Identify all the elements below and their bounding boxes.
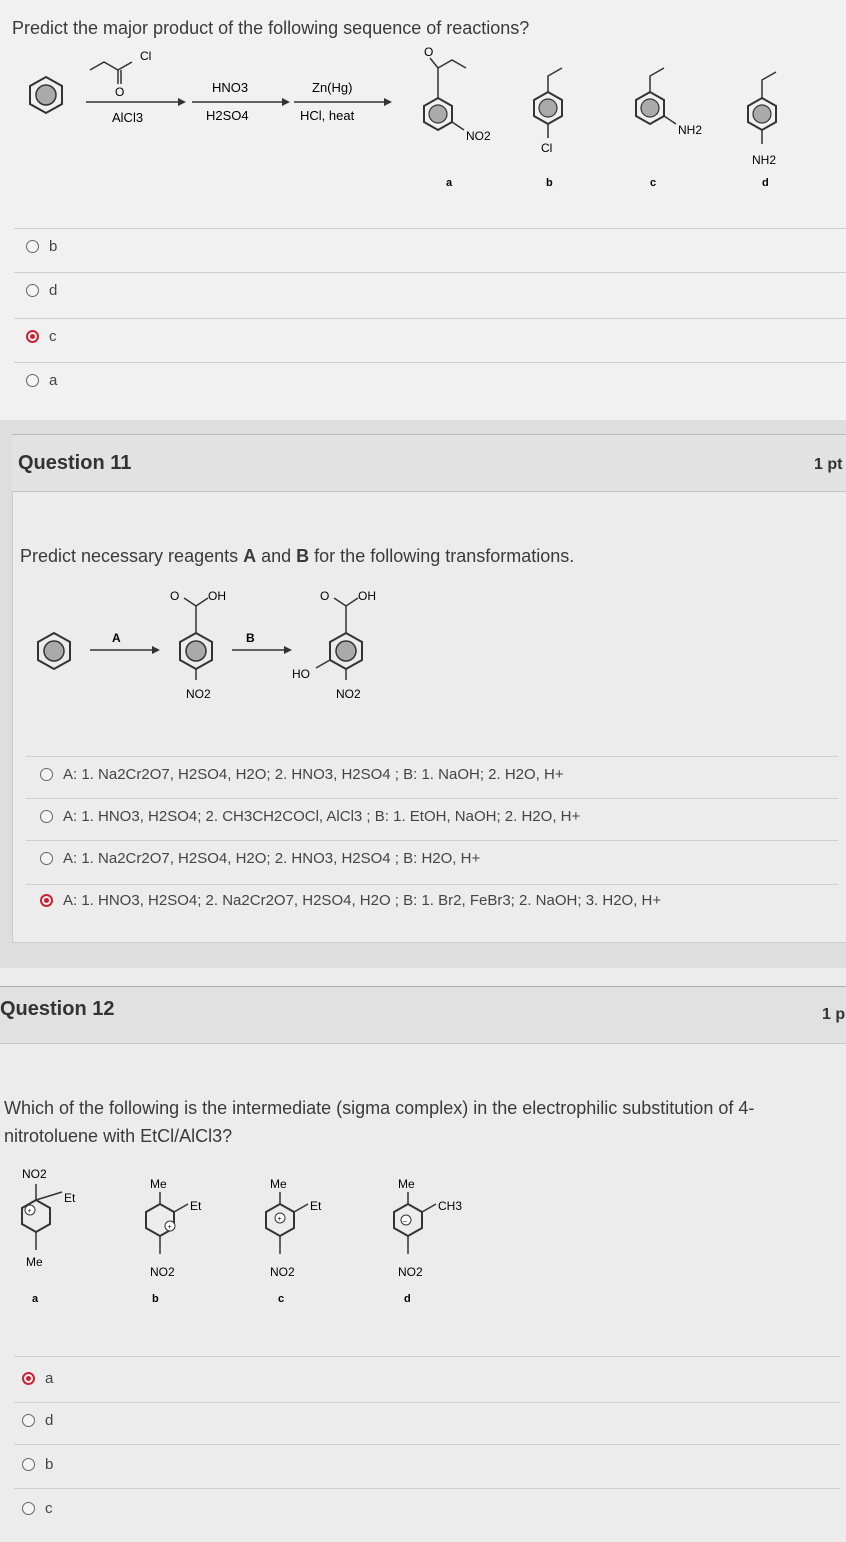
reagent-h2so4: H2SO4 [206, 108, 249, 123]
radio-button[interactable] [26, 374, 39, 387]
hydroxy-nitrobenzoic-acid-structure [292, 589, 376, 701]
q12-option-a-label: a [45, 1370, 54, 1387]
q12-option-a[interactable] [22, 1370, 53, 1387]
sigma-complex-b [146, 1177, 202, 1305]
q12-title: Question 12 [0, 998, 115, 1020]
svg-text:–: – [403, 1218, 407, 1225]
oh-label: OH [208, 589, 226, 603]
q11-option-4[interactable] [40, 892, 661, 909]
no2-label: NO2 [186, 687, 211, 701]
svg-text:+: + [27, 1208, 32, 1215]
q11-option-2[interactable] [40, 808, 580, 825]
radio-button-selected[interactable] [26, 330, 39, 343]
radio-button[interactable] [40, 768, 53, 781]
product-a-label: a [446, 177, 453, 189]
svg-text:c: c [278, 1293, 285, 1305]
sigma-complex-a [22, 1167, 76, 1305]
q11-option-4-text: A: 1. HNO3, H2SO4; 2. Na2Cr2O7, H2SO4, H2O ; B: 1. Br2, FeBr3; 2. NaOH; 3. H2O, H+ [63, 892, 662, 909]
radio-button-selected[interactable] [40, 894, 53, 907]
q11-title: Question 11 [18, 452, 132, 474]
q11-option-1[interactable] [40, 766, 564, 783]
q11-option-1-text: A: 1. Na2Cr2O7, H2SO4, H2O; 2. HNO3, H2SO4 ; B: 1. NaOH; 2. H2O, H+ [63, 766, 564, 783]
product-d-nh2: NH2 [752, 153, 777, 167]
ho-label: HO [292, 667, 310, 681]
product-d-label: d [762, 177, 769, 189]
q10-reaction-scheme [0, 40, 846, 200]
q10-option-a-label: a [49, 372, 58, 389]
q12-option-b-label: b [45, 1456, 54, 1473]
product-b-structure [534, 68, 562, 189]
nitrobenzoic-acid-structure [170, 589, 226, 701]
svg-text:Et: Et [190, 1199, 202, 1213]
product-b-label: b [546, 177, 553, 189]
svg-text:+: + [167, 1224, 172, 1231]
q12-prompt-line2: nitrotoluene with EtCl/AlCl3? [4, 1126, 233, 1146]
no2-label: NO2 [336, 687, 361, 701]
sigma-complex-c [266, 1177, 322, 1305]
svg-text:O: O [320, 589, 330, 603]
product-a-o-label: O [424, 45, 434, 59]
svg-text:a: a [32, 1293, 39, 1305]
q10-option-c[interactable] [26, 328, 57, 345]
q11-prompt: Predict necessary reagents A and B for the following transformations. [20, 546, 575, 566]
q11-header [12, 434, 846, 492]
svg-text:b: b [152, 1293, 159, 1305]
arrow-a-label: A [112, 631, 121, 645]
q11-points: 1 pt [814, 456, 843, 473]
benzene-structure [38, 633, 70, 669]
radio-button[interactable] [40, 852, 53, 865]
oh-label: OH [358, 589, 376, 603]
q12-option-c[interactable] [22, 1500, 53, 1517]
q12-prompt-line1: Which of the following is the intermediate (sigma complex) in the electrophilic substitution of 4- [4, 1098, 755, 1118]
product-a-structure [424, 45, 491, 189]
svg-text:O: O [170, 589, 180, 603]
q11-option-3-text: A: 1. Na2Cr2O7, H2SO4, H2O; 2. HNO3, H2SO4 ; B: H2O, H+ [63, 850, 481, 867]
svg-text:Me: Me [270, 1177, 287, 1191]
reagent-hno3: HNO3 [212, 80, 249, 95]
propanoyl-chloride-structure [90, 49, 151, 99]
svg-text:CH3: CH3 [438, 1199, 463, 1213]
q11-option-3[interactable] [40, 850, 480, 867]
product-c-structure [636, 68, 702, 189]
svg-text:Et: Et [310, 1199, 322, 1213]
q10-option-b-label: b [49, 238, 58, 255]
reagent-zn-hg: Zn(Hg) [312, 80, 353, 95]
radio-button[interactable] [26, 240, 39, 253]
q10-option-b[interactable] [26, 238, 57, 255]
radio-button[interactable] [22, 1502, 35, 1515]
q12-option-d[interactable] [22, 1412, 53, 1429]
svg-text:NO2: NO2 [150, 1265, 175, 1279]
q11-reaction-scheme [0, 580, 846, 710]
acyl-o-label: O [115, 85, 125, 99]
product-c-nh2: NH2 [678, 123, 703, 137]
svg-text:NO2: NO2 [22, 1167, 47, 1181]
radio-button[interactable] [22, 1414, 35, 1427]
q12-option-b[interactable] [22, 1456, 53, 1473]
product-b-cl: Cl [541, 141, 553, 155]
svg-text:NO2: NO2 [270, 1265, 295, 1279]
q12-sigma-complex-structures [0, 1160, 846, 1320]
svg-text:Me: Me [150, 1177, 167, 1191]
sigma-complex-d [394, 1177, 462, 1305]
svg-text:Et: Et [64, 1191, 76, 1205]
acyl-cl-label: Cl [140, 49, 152, 63]
radio-button[interactable] [40, 810, 53, 823]
svg-text:NO2: NO2 [398, 1265, 423, 1279]
q10-prompt: Predict the major product of the following sequence of reactions? [12, 18, 530, 38]
q10-option-c-label: c [49, 328, 57, 345]
svg-text:+: + [277, 1216, 282, 1223]
radio-button[interactable] [22, 1458, 35, 1471]
svg-text:Me: Me [398, 1177, 415, 1191]
q10-option-d-label: d [49, 282, 58, 299]
arrow-b-label: B [246, 631, 255, 645]
reagent-alcl3: AlCl3 [112, 110, 144, 125]
q10-option-d[interactable] [26, 282, 57, 299]
radio-button[interactable] [26, 284, 39, 297]
q12-points: 1 p [822, 1006, 846, 1023]
radio-button-selected[interactable] [22, 1372, 35, 1385]
q12-option-d-label: d [45, 1412, 54, 1429]
svg-text:Me: Me [26, 1255, 43, 1269]
q10-option-a[interactable] [26, 372, 57, 389]
svg-text:d: d [404, 1293, 411, 1305]
reagent-hcl-heat: HCl, heat [300, 108, 355, 123]
product-d-structure [748, 72, 776, 189]
product-c-label: c [650, 177, 657, 189]
product-a-no2: NO2 [466, 129, 491, 143]
benzene-structure [30, 77, 62, 113]
q12-option-c-label: c [45, 1500, 53, 1517]
q12-header [0, 986, 846, 1044]
q11-option-2-text: A: 1. HNO3, H2SO4; 2. CH3CH2COCl, AlCl3 ; B: 1. EtOH, NaOH; 2. H2O, H+ [63, 808, 581, 825]
